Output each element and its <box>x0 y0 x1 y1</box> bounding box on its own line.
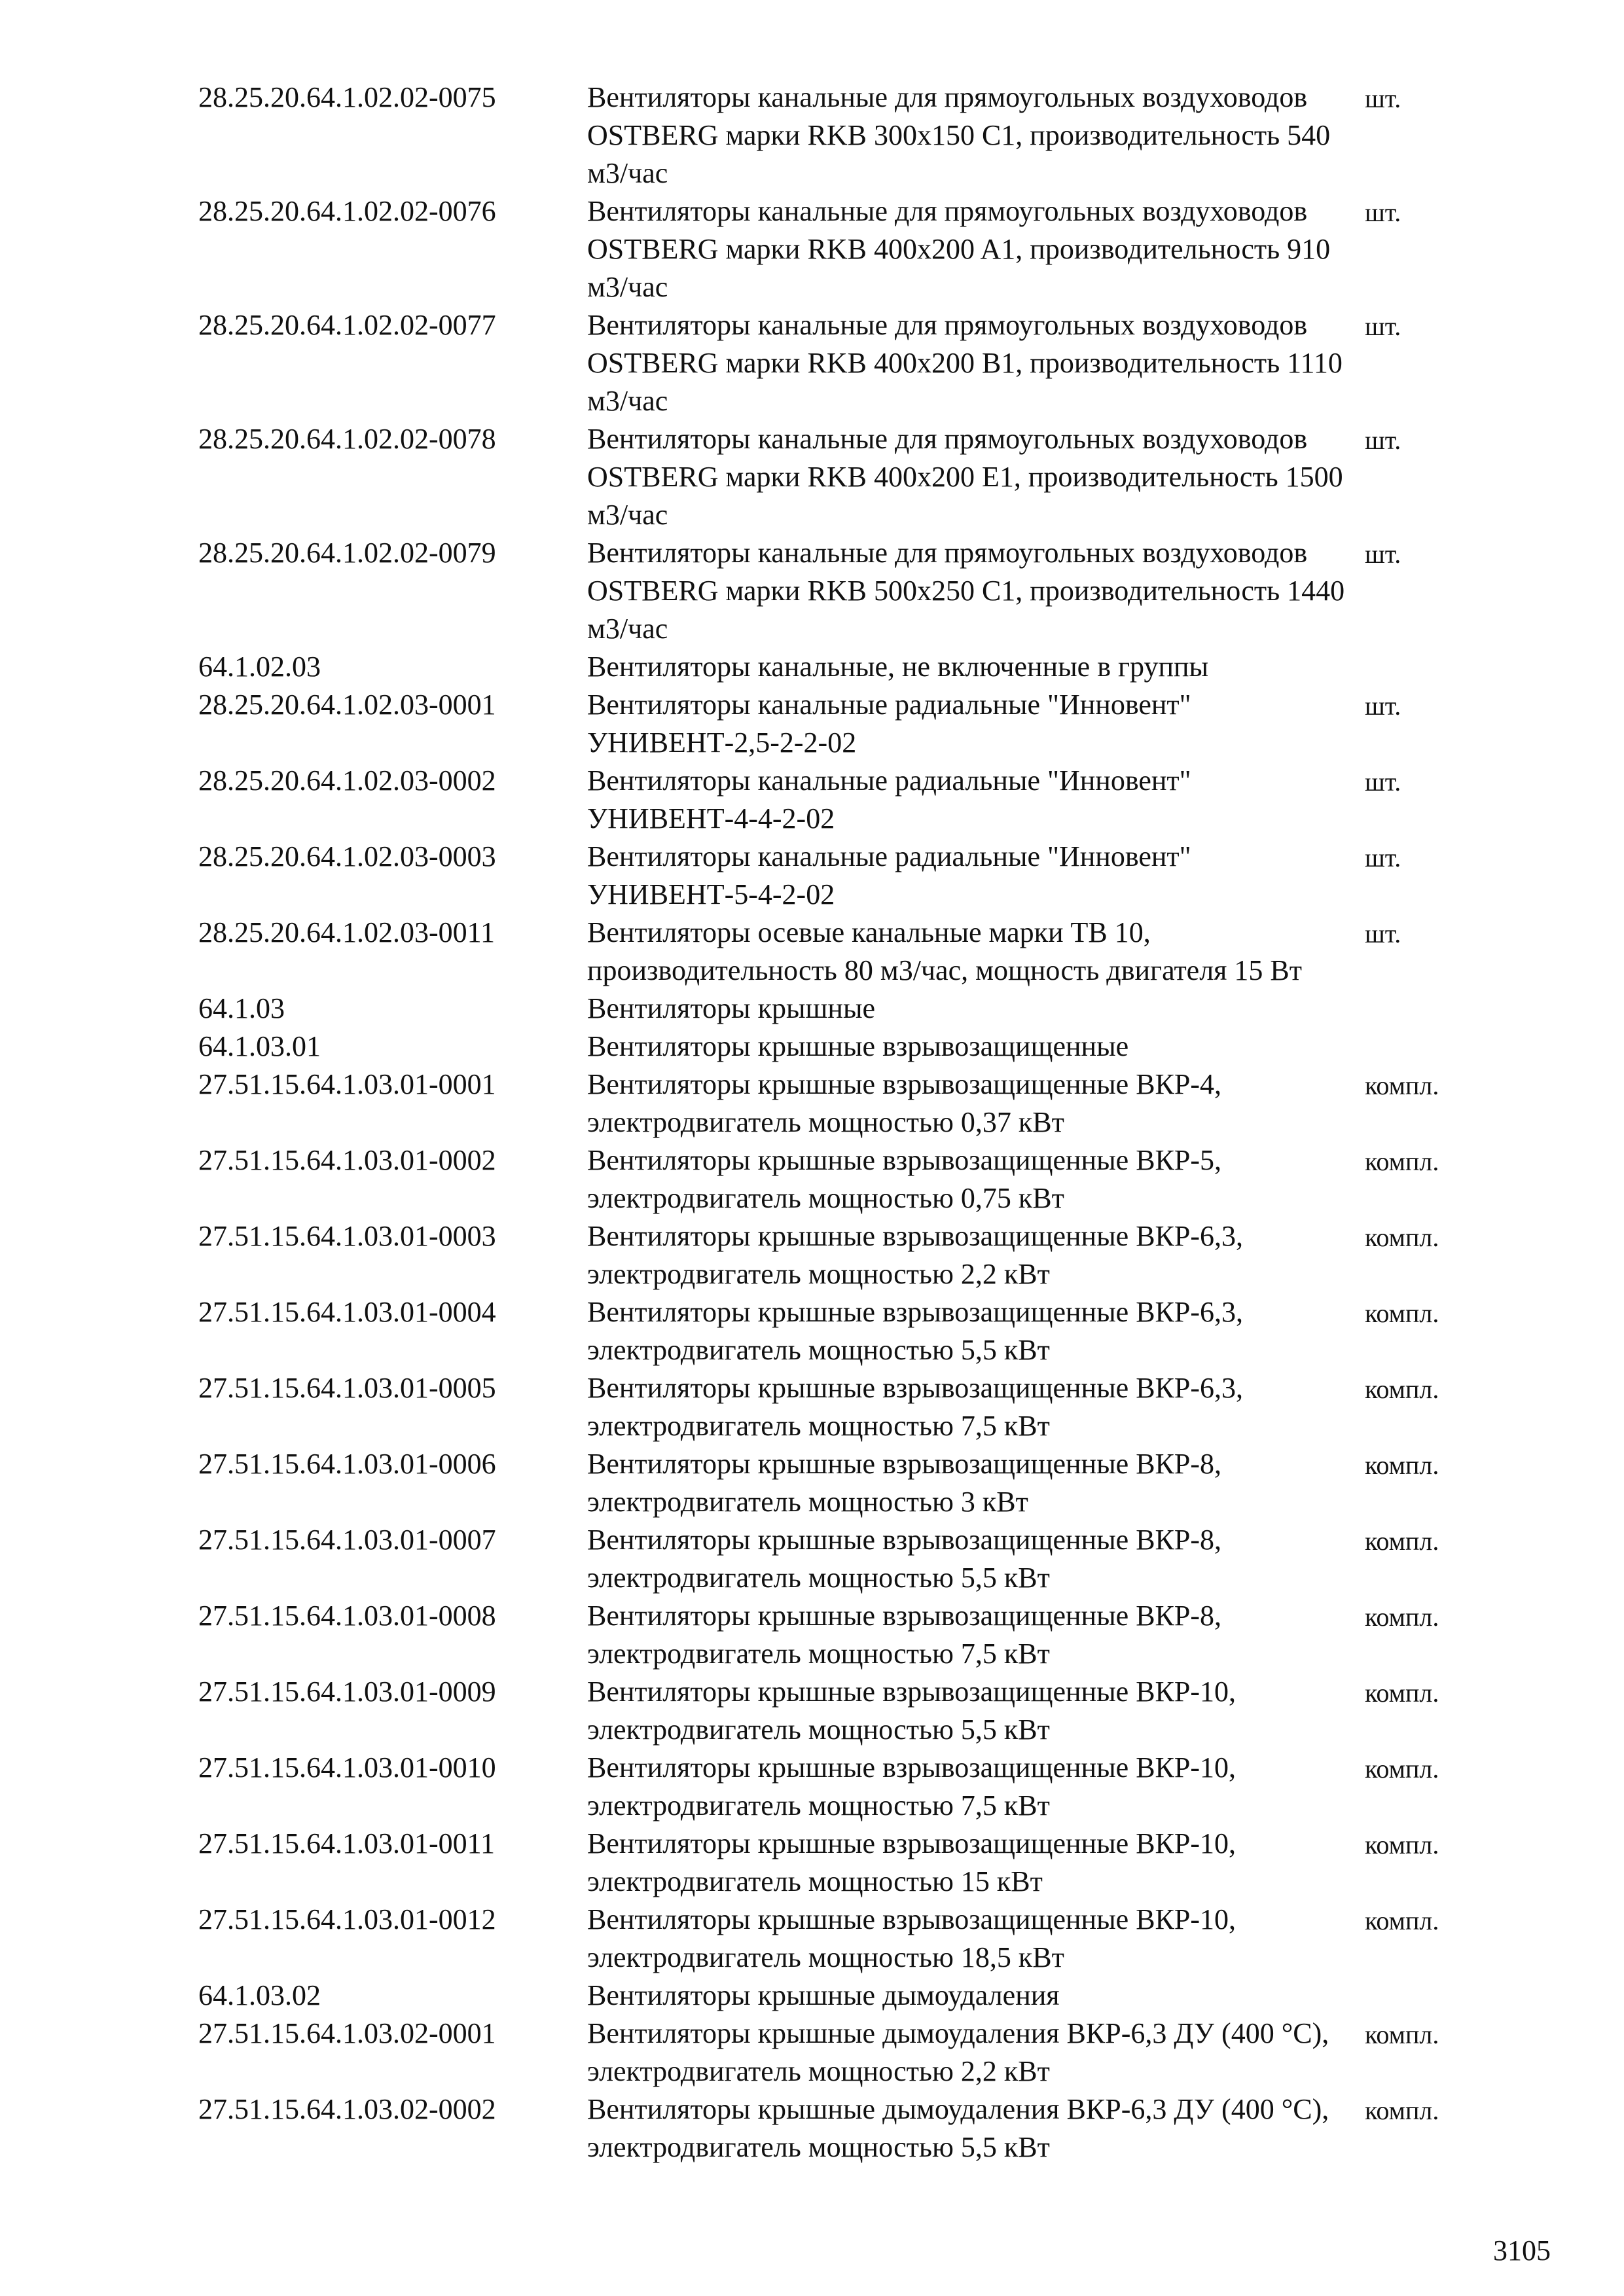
item-code: 27.51.15.64.1.03.01-0006 <box>198 1448 496 1480</box>
item-code: 27.51.15.64.1.03.01-0012 <box>198 1903 496 1935</box>
item-code: 27.51.15.64.1.03.01-0003 <box>198 1220 496 1252</box>
item-name: Вентиляторы крышные дымоудаления ВКР-6,3 ДУ (400 °С), электродвигатель мощностью 5,5 кВт <box>587 2093 1329 2163</box>
item-unit <box>1365 1977 1496 1978</box>
item-unit: компл. <box>1365 1678 1439 1708</box>
item-name: Вентиляторы крышные взрывозащищенные ВКР-10, электродвигатель мощностью 5,5 кВт <box>587 1676 1236 1746</box>
table-row <box>198 420 1507 534</box>
item-code: 28.25.20.64.1.02.02-0078 <box>198 423 496 455</box>
table-row <box>198 1141 1507 1217</box>
item-code: 27.51.15.64.1.03.01-0002 <box>198 1144 496 1176</box>
item-code: 27.51.15.64.1.03.01-0008 <box>198 1600 496 1632</box>
group-name: Вентиляторы крышные <box>587 992 876 1024</box>
table-row <box>198 686 1507 762</box>
group-name: Вентиляторы крышные дымоудаления <box>587 1979 1060 2011</box>
group-name: Вентиляторы крышные взрывозащищенные <box>587 1030 1129 1062</box>
group-heading-row <box>198 990 1507 1028</box>
item-code: 27.51.15.64.1.03.01-0005 <box>198 1372 496 1404</box>
item-unit: шт. <box>1365 198 1401 227</box>
item-unit: компл. <box>1365 2020 1439 2049</box>
item-code: 28.25.20.64.1.02.02-0077 <box>198 309 496 341</box>
item-unit: шт. <box>1365 919 1401 948</box>
item-unit <box>1365 648 1496 649</box>
item-code: 28.25.20.64.1.02.03-0003 <box>198 840 496 872</box>
item-unit: компл. <box>1365 1906 1439 1935</box>
table-row <box>198 306 1507 420</box>
table-row <box>198 79 1507 192</box>
item-unit: шт. <box>1365 539 1401 569</box>
group-code: 64.1.02.03 <box>198 651 321 683</box>
item-name: Вентиляторы канальные для прямоугольных воздуховодов OSTBERG марки RKB 400x200 A1, производительность 910 м3/час <box>587 195 1331 303</box>
table-row <box>198 1673 1507 1749</box>
item-name: Вентиляторы канальные для прямоугольных воздуховодов OSTBERG марки RKB 400x200 E1, производительность 1500 м3/час <box>587 423 1343 531</box>
item-code: 27.51.15.64.1.03.01-0010 <box>198 1751 496 1784</box>
item-unit: шт. <box>1365 425 1401 455</box>
item-code: 28.25.20.64.1.02.02-0075 <box>198 81 496 113</box>
item-name: Вентиляторы канальные радиальные "Инновент" УНИВЕНТ-2,5-2-2-02 <box>587 689 1191 759</box>
item-name: Вентиляторы крышные взрывозащищенные ВКР-5, электродвигатель мощностью 0,75 кВт <box>587 1144 1222 1214</box>
group-heading-row <box>198 648 1507 686</box>
item-code: 28.25.20.64.1.02.03-0001 <box>198 689 496 721</box>
group-code: 64.1.03.02 <box>198 1979 321 2011</box>
item-code: 27.51.15.64.1.03.01-0007 <box>198 1524 496 1556</box>
table-row <box>198 534 1507 648</box>
item-name: Вентиляторы крышные взрывозащищенные ВКР-6,3, электродвигатель мощностью 7,5 кВт <box>587 1372 1244 1442</box>
item-name: Вентиляторы крышные дымоудаления ВКР-6,3 ДУ (400 °С), электродвигатель мощностью 2,2 кВт <box>587 2017 1329 2087</box>
item-code: 27.51.15.64.1.03.02-0001 <box>198 2017 496 2049</box>
item-unit: шт. <box>1365 312 1401 341</box>
item-code: 27.51.15.64.1.03.01-0009 <box>198 1676 496 1708</box>
item-code: 27.51.15.64.1.03.01-0004 <box>198 1296 496 1328</box>
table-row <box>198 192 1507 306</box>
catalog-table <box>198 79 1507 2166</box>
table-row <box>198 1293 1507 1369</box>
item-name: Вентиляторы канальные для прямоугольных воздуховодов OSTBERG марки RKB 400x200 B1, производительность 1110 м3/час <box>587 309 1343 417</box>
item-unit: компл. <box>1365 1526 1439 1556</box>
group-code: 64.1.03.01 <box>198 1030 321 1062</box>
item-unit: компл. <box>1365 1299 1439 1328</box>
table-row <box>198 1521 1507 1597</box>
item-name: Вентиляторы канальные радиальные "Инновент" УНИВЕНТ-4-4-2-02 <box>587 764 1191 834</box>
table-row <box>198 2090 1507 2166</box>
item-unit: компл. <box>1365 1450 1439 1480</box>
group-name: Вентиляторы канальные, не включенные в группы <box>587 651 1209 683</box>
table-row <box>198 1445 1507 1521</box>
item-name: Вентиляторы крышные взрывозащищенные ВКР-8, электродвигатель мощностью 7,5 кВт <box>587 1600 1222 1670</box>
item-unit: компл. <box>1365 1147 1439 1176</box>
group-heading-row <box>198 1977 1507 2015</box>
item-unit: шт. <box>1365 84 1401 113</box>
item-unit: шт. <box>1365 767 1401 797</box>
item-code: 27.51.15.64.1.03.01-0011 <box>198 1827 496 1859</box>
item-name: Вентиляторы канальные радиальные "Инновент" УНИВЕНТ-5-4-2-02 <box>587 840 1191 910</box>
item-unit: компл. <box>1365 1754 1439 1784</box>
item-name: Вентиляторы крышные взрывозащищенные ВКР-10, электродвигатель мощностью 7,5 кВт <box>587 1751 1236 1821</box>
item-code: 27.51.15.64.1.03.01-0001 <box>198 1068 496 1100</box>
table-row <box>198 1369 1507 1445</box>
item-unit <box>1365 1028 1496 1029</box>
item-code: 28.25.20.64.1.02.03-0002 <box>198 764 496 797</box>
item-name: Вентиляторы канальные для прямоугольных воздуховодов OSTBERG марки RKB 300x150 C1, производительность 540 м3/час <box>587 81 1331 189</box>
item-unit: компл. <box>1365 1374 1439 1404</box>
item-name: Вентиляторы крышные взрывозащищенные ВКР-8, электродвигатель мощностью 3 кВт <box>587 1448 1222 1518</box>
item-name: Вентиляторы крышные взрывозащищенные ВКР-8, электродвигатель мощностью 5,5 кВт <box>587 1524 1222 1594</box>
table-row <box>198 1825 1507 1901</box>
page-number: 3105 <box>1493 2234 1551 2267</box>
item-code: 27.51.15.64.1.03.02-0002 <box>198 2093 496 2125</box>
group-code: 64.1.03 <box>198 992 285 1024</box>
item-unit: шт. <box>1365 691 1401 721</box>
table-row <box>198 1749 1507 1825</box>
table-row <box>198 914 1507 990</box>
item-unit <box>1365 990 1496 991</box>
table-row <box>198 2015 1507 2090</box>
item-unit: шт. <box>1365 843 1401 872</box>
item-unit: компл. <box>1365 1830 1439 1859</box>
table-row <box>198 1217 1507 1293</box>
table-row <box>198 838 1507 914</box>
table-row <box>198 1597 1507 1673</box>
item-name: Вентиляторы крышные взрывозащищенные ВКР-10, электродвигатель мощностью 18,5 кВт <box>587 1903 1236 1973</box>
table-row <box>198 1901 1507 1977</box>
table-row <box>198 762 1507 838</box>
item-code: 28.25.20.64.1.02.03-0011 <box>198 916 496 948</box>
item-name: Вентиляторы крышные взрывозащищенные ВКР-6,3, электродвигатель мощностью 5,5 кВт <box>587 1296 1244 1366</box>
item-code: 28.25.20.64.1.02.02-0076 <box>198 195 496 227</box>
item-name: Вентиляторы крышные взрывозащищенные ВКР-10, электродвигатель мощностью 15 кВт <box>587 1827 1236 1897</box>
item-code: 28.25.20.64.1.02.02-0079 <box>198 537 496 569</box>
item-unit: компл. <box>1365 1223 1439 1252</box>
item-name: Вентиляторы канальные для прямоугольных воздуховодов OSTBERG марки RKB 500x250 C1, производительность 1440 м3/час <box>587 537 1345 645</box>
item-name: Вентиляторы крышные взрывозащищенные ВКР-4, электродвигатель мощностью 0,37 кВт <box>587 1068 1222 1138</box>
item-unit: компл. <box>1365 1602 1439 1632</box>
item-unit: компл. <box>1365 1071 1439 1100</box>
table-row <box>198 1066 1507 1141</box>
item-name: Вентиляторы осевые канальные марки ТВ 10, производительность 80 м3/час, мощность двигателя 15 Вт <box>587 916 1302 986</box>
item-unit: компл. <box>1365 2096 1439 2125</box>
item-name: Вентиляторы крышные взрывозащищенные ВКР-6,3, электродвигатель мощностью 2,2 кВт <box>587 1220 1244 1290</box>
group-heading-row <box>198 1028 1507 1066</box>
